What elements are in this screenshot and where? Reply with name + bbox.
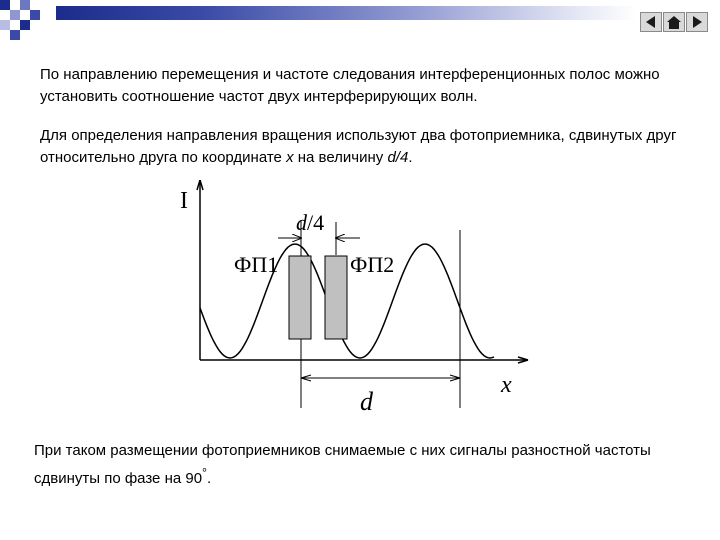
paragraph-phase-shift bbox=[34, 440, 704, 490]
detector-1-label: ФП1 bbox=[234, 252, 279, 277]
photodetector-1 bbox=[289, 256, 311, 339]
degree-symbol: ° bbox=[202, 466, 208, 480]
y-axis-label: I bbox=[180, 188, 188, 214]
para3-text: При таком размещении фотоприемников снимаемые с них сигналы разностной частоты сдвинуты по фазе на 90 bbox=[34, 442, 651, 487]
d4-label: d/4 bbox=[296, 210, 325, 235]
paragraph-frequency-ratio: По направлению перемещения и частоте следования интерференционных полос можно установить соотношение частот двух интерферирующих волн. bbox=[40, 66, 660, 105]
house-icon bbox=[664, 13, 684, 31]
detector-2-label: ФП2 bbox=[350, 252, 395, 277]
paragraph-rotation-direction bbox=[40, 125, 700, 169]
interference-detector-diagram bbox=[170, 180, 540, 420]
para3-text-end: . bbox=[207, 470, 212, 487]
triangle-right-icon bbox=[687, 13, 707, 31]
para2-text-mid: на величину bbox=[293, 149, 388, 166]
para2-text-end: . bbox=[408, 149, 413, 166]
corner-checker-decoration bbox=[0, 0, 56, 44]
title-gradient-bar bbox=[56, 6, 636, 20]
photodetector-2 bbox=[325, 256, 347, 339]
nav-prev-button[interactable] bbox=[640, 12, 662, 32]
para2-text: Для определения направления вращения используют два фотоприемника, сдвинутых друг относительно друга по координате bbox=[40, 127, 677, 166]
nav-next-button[interactable] bbox=[686, 12, 708, 32]
triangle-left-icon bbox=[641, 13, 661, 31]
para2-x-symbol: x bbox=[286, 149, 294, 166]
x-axis-label: x bbox=[501, 372, 512, 398]
para2-d4-symbol: d/4 bbox=[387, 149, 409, 166]
nav-home-button[interactable] bbox=[663, 12, 685, 32]
period-label: d bbox=[360, 387, 373, 416]
